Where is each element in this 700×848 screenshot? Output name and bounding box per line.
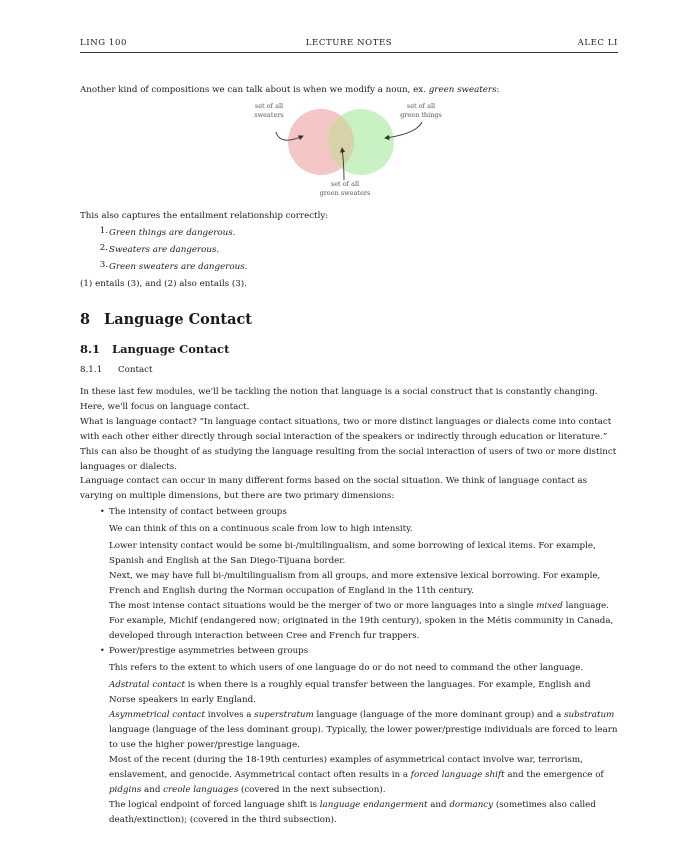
- high-intensity-paragraph: The most intense contact situations would be the merger of two or more languages into a single mixed language. For example, Michif (endangered now; originated in the 19th century), spoken in the Métis community in Canada, developed through interaction between Cree and French fur trappers.: [109, 601, 614, 641]
- entailment-intro: This also captures the entailment relationship correctly:: [80, 211, 329, 221]
- entailment-item: Green things are dangerous.: [109, 228, 236, 238]
- header-rule: [80, 52, 618, 53]
- entailment-conclusion: (1) entails (3), and (2) also entails (3).: [80, 279, 247, 289]
- bullet-intensity-title: The intensity of contact between groups: [109, 507, 287, 517]
- asymmetry-definition-paragraph: This refers to the extent to which users of one language do or do not need to command the other language.: [109, 663, 584, 673]
- venn-diagram: [240, 96, 460, 206]
- header-course: LING 100: [80, 38, 127, 48]
- intro-example: green sweaters: [428, 85, 497, 95]
- asymmetrical-paragraph: Asymmetrical contact involves a superstratum language (language of the more dominant group) and a substratum language (language of the less dominant group). Typically, the lower power/prestige individuals are forced to learn to use the higher power/prestige language.: [109, 710, 618, 750]
- bullet-marker: •: [100, 646, 105, 655]
- venn-label-sweaters-1: set of all: [254, 102, 284, 110]
- venn-label-green-sweaters-2: green sweaters: [319, 189, 371, 197]
- intro-paragraph: Another kind of compositions we can talk about is when we modify a noun, ex. green sweaters:: [80, 85, 500, 95]
- entailment-item: Green sweaters are dangerous.: [109, 262, 248, 272]
- list-number: 3.: [99, 260, 108, 270]
- endangerment-paragraph: The logical endpoint of forced language shift is language endangerment and dormancy (sometimes also called death/extinction); (covered in the third subsection).: [109, 800, 596, 825]
- list-number: 2.: [99, 243, 108, 253]
- header-title: LECTURE NOTES: [305, 38, 393, 48]
- venn-label-sweaters-2: sweaters: [254, 111, 284, 119]
- venn-label-green-things-1: set of all: [406, 102, 436, 110]
- subsection-heading: 8.1 Language Contact: [80, 342, 230, 356]
- venn-label-green-sweaters-1: set of all: [330, 180, 360, 188]
- entailment-item: Sweaters are dangerous.: [109, 245, 220, 255]
- section-heading: 8 Language Contact: [80, 311, 252, 328]
- bullet-asymmetry-title: Power/prestige asymmetries between groups: [109, 646, 309, 656]
- paragraph-dimensions: Language contact can occur in many different forms based on the social situation. We think of language contact as varying on multiple dimensions, but there are two primary dimensions:: [80, 476, 588, 501]
- paragraph-definition: What is language contact? “In language contact situations, two or more distinct languages or dialects come into contact with each other either directly through social interaction of the speakers or indirectly through education or literature.” This can also be thought of as studying the language resulting from the social interaction of users of two or more distinct languages or dialects.: [80, 417, 617, 472]
- subsubsection-heading: 8.1.1 Contact: [80, 365, 153, 375]
- mid-intensity-paragraph: Next, we may have full bi-/multilingualism from all groups, and more extensive lexical borrowing. For example, French and English during the Norman occupation of England in the 11th century.: [109, 571, 601, 596]
- history-paragraph: Most of the recent (during the 18-19th centuries) examples of asymmetrical contact involve war, terrorism, enslavement, and genocide. Asymmetrical contact often results in a forced language shift and the emergence of pidgins and creole languages (covered in the next subsection).: [109, 755, 604, 795]
- intensity-scale-paragraph: We can think of this on a continuous scale from low to high intensity.: [109, 524, 413, 534]
- venn-label-green-things-2: green things: [400, 111, 442, 119]
- low-intensity-paragraph: Lower intensity contact would be some bi-/multilingualism, and some borrowing of lexical items. For example, Spanish and English at the San Diego-Tijuana border.: [109, 541, 596, 566]
- paragraph-intro: In these last few modules, we'll be tackling the notion that language is a social construct that is constantly changing. Here, we'll focus on language contact.: [80, 387, 598, 412]
- list-number: 1.: [99, 226, 108, 236]
- adstratal-paragraph: Adstratal contact is when there is a roughly equal transfer between the languages. For example, English and Norse speakers in early England.: [109, 680, 591, 705]
- header-author: ALEC LI: [577, 38, 618, 48]
- bullet-marker: •: [100, 507, 105, 516]
- running-header: [80, 38, 618, 52]
